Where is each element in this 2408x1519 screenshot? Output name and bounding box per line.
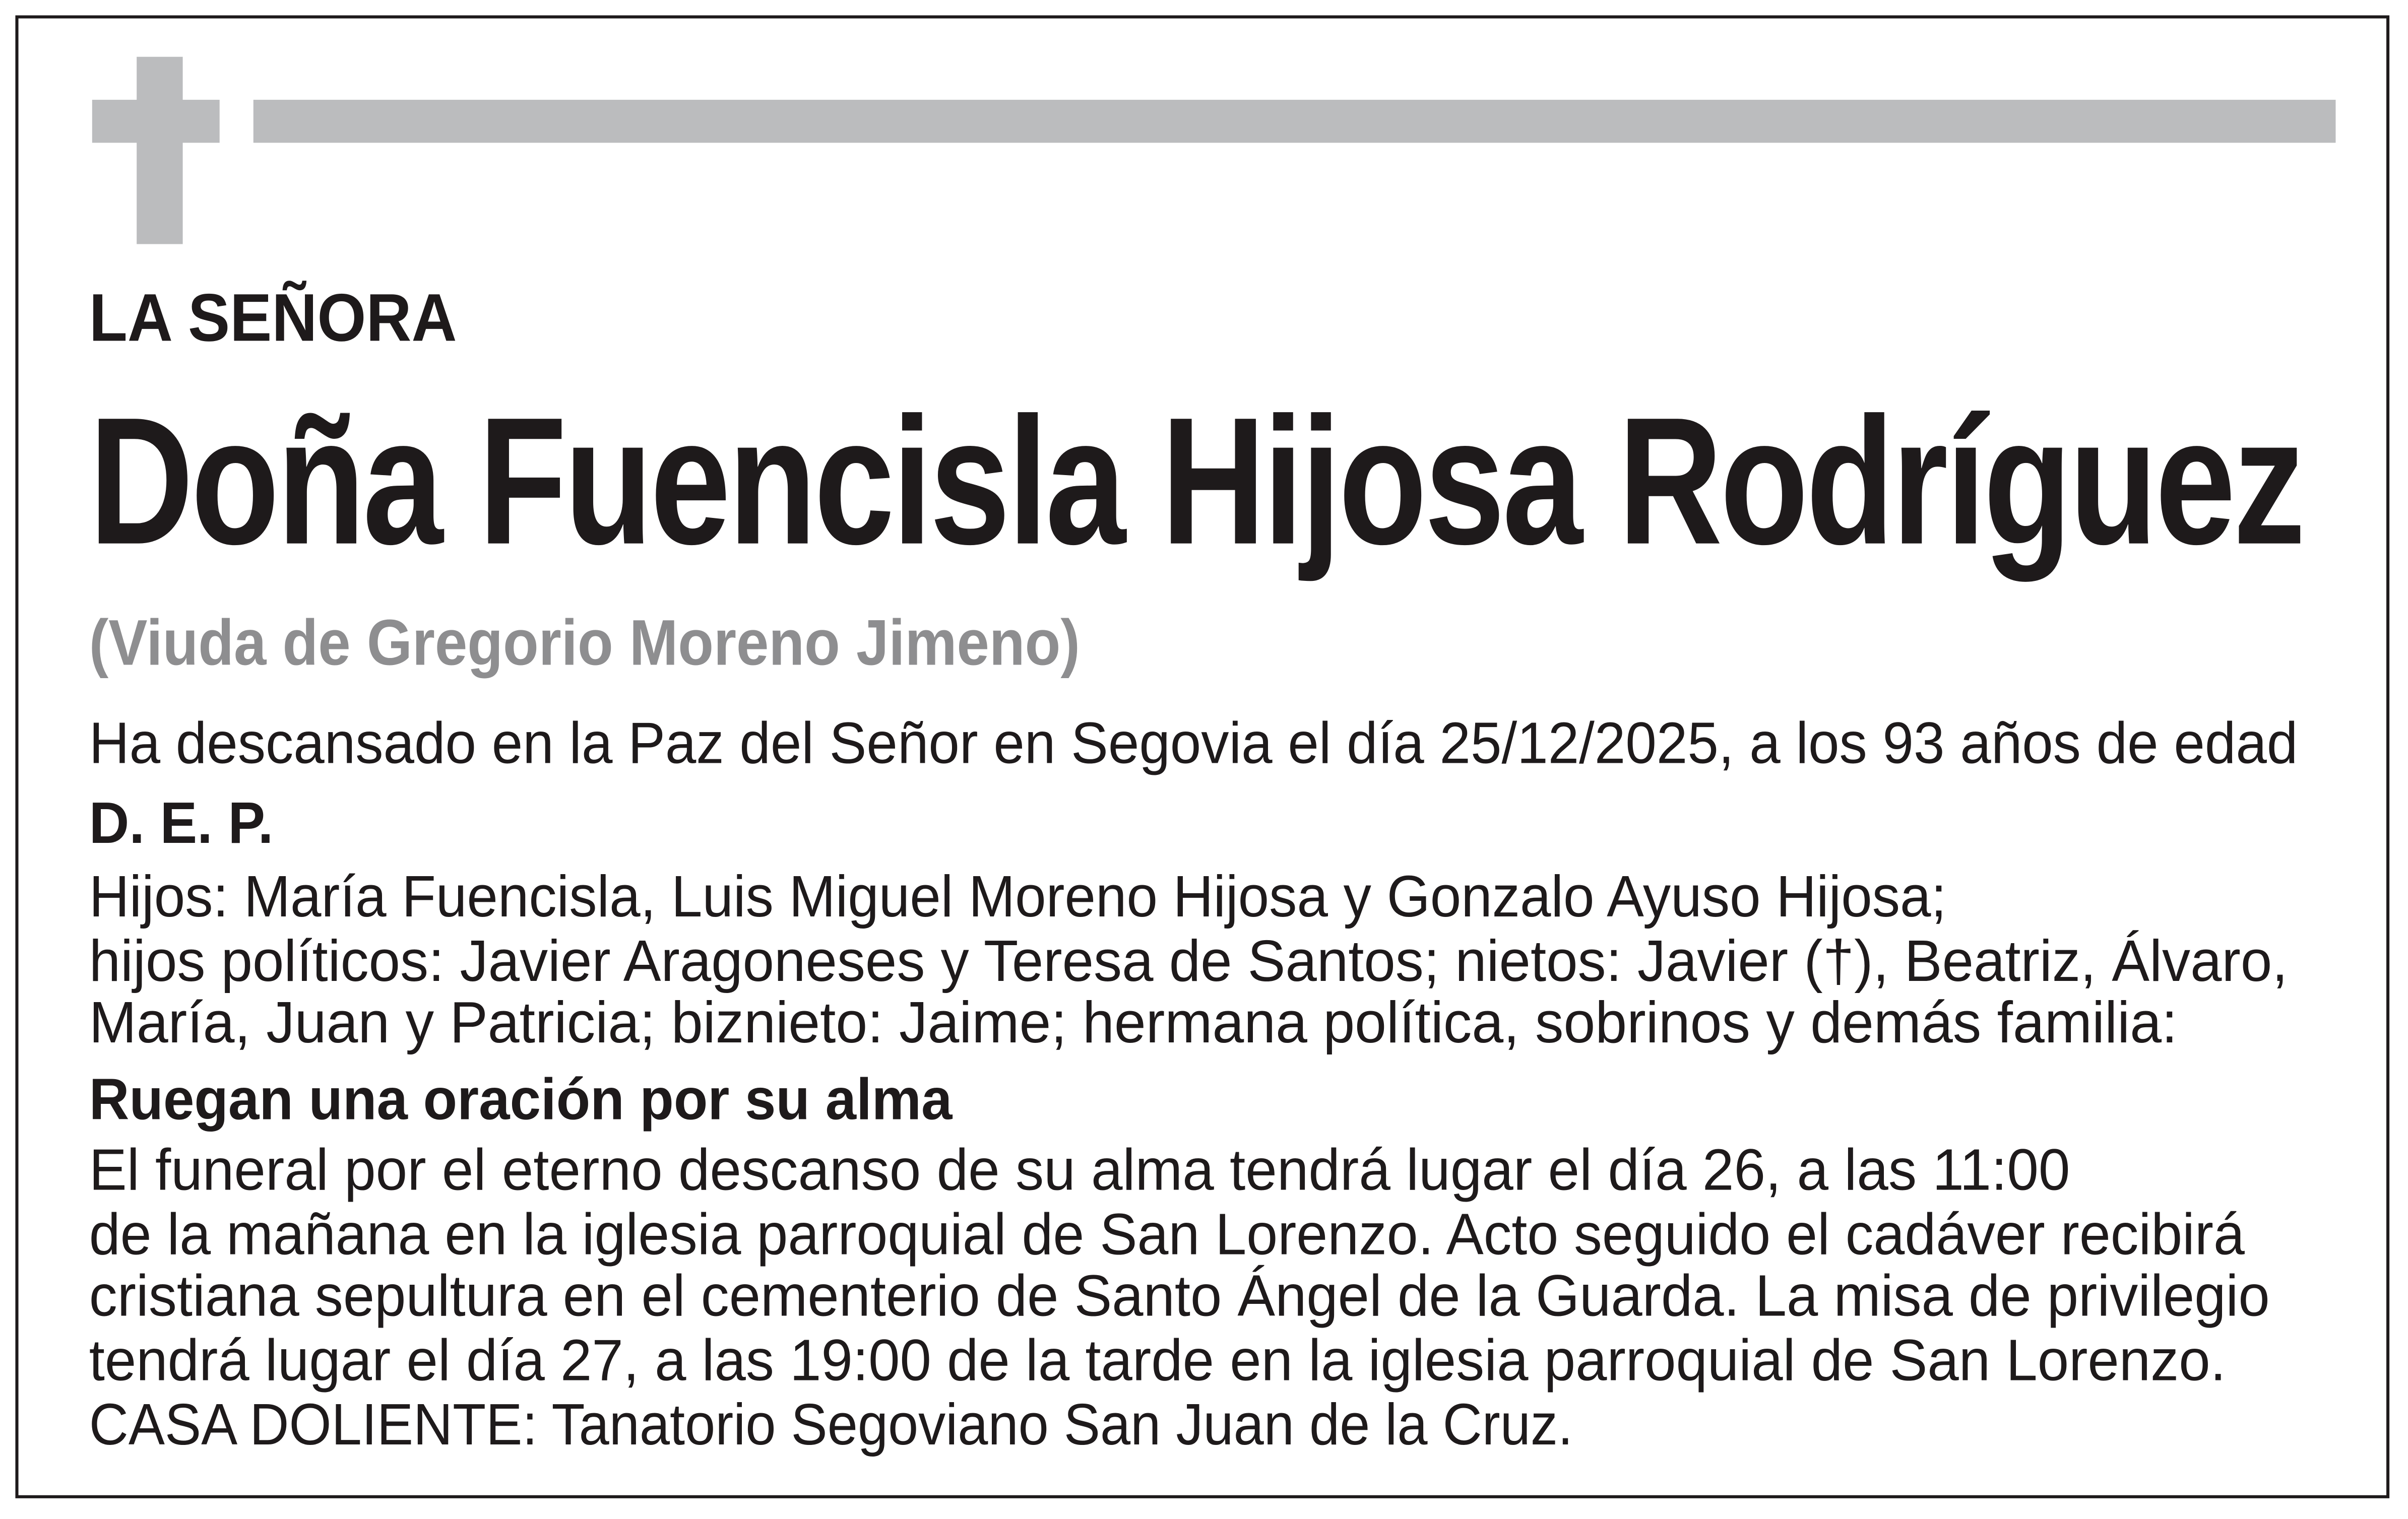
funeral-line: cristiana sepultura en el cementerio de Santo Ángel de la Guarda. La misa de privilegio bbox=[89, 1265, 2270, 1330]
family-line: hijos políticos: Javier Aragoneses y Teresa de Santos; nietos: Javier (†), Beatriz, Álvaro, bbox=[89, 930, 2288, 995]
family-line: María, Juan y Patricia; biznieto: Jaime; hermana política, sobrinos y demás familia: bbox=[89, 992, 2178, 1056]
heading: LA SEÑORA bbox=[89, 281, 457, 356]
dep: D. E. P. bbox=[89, 792, 274, 857]
subtitle: (Viuda de Gregorio Moreno Jimeno) bbox=[89, 606, 1080, 679]
prayer-line: Ruegan una oración por su alma bbox=[89, 1068, 953, 1133]
header-rule bbox=[254, 100, 2336, 143]
funeral-line: El funeral por el eterno descanso de su alma tendrá lugar el día 26, a las 11:00 bbox=[89, 1139, 2070, 1204]
funeral-line: CASA DOLIENTE: Tanatorio Segoviano San Juan de la Cruz. bbox=[89, 1394, 1573, 1459]
death-line: Ha descansado en la Paz del Señor en Segovia el día 25/12/2025, a los 93 años de edad bbox=[89, 712, 2298, 777]
deceased-name: Doña Fuencisla Hijosa Rodríguez bbox=[89, 380, 2303, 583]
funeral-line: de la mañana en la iglesia parroquial de San Lorenzo. Acto seguido el cadáver recibirá bbox=[89, 1203, 2245, 1268]
family-line: Hijos: María Fuencisla, Luis Miguel Moreno Hijosa y Gonzalo Ayuso Hijosa; bbox=[89, 866, 1947, 931]
funeral-line: tendrá lugar el día 27, a las 19:00 de la tarde en la iglesia parroquial de San Lorenzo. bbox=[89, 1329, 2226, 1394]
